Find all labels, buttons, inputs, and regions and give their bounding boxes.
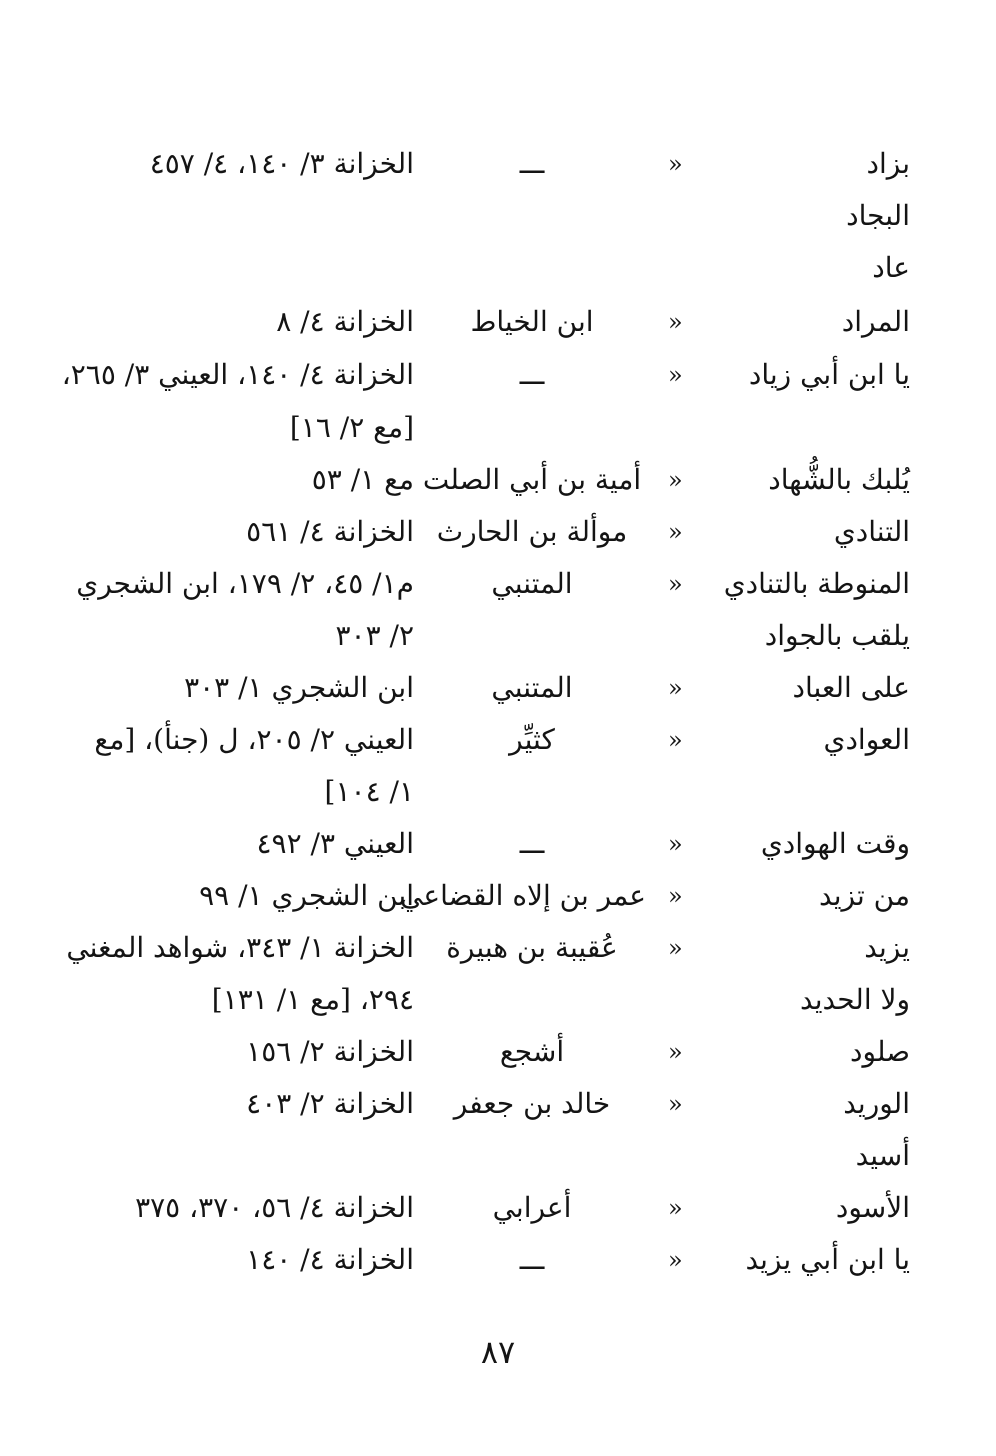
ditto-mark: « — [668, 1090, 683, 1118]
rhyme-word: يلقب بالجواد — [764, 619, 910, 652]
source-reference: الخزانة ٤/ ٨ — [276, 305, 414, 338]
table-row — [0, 974, 996, 1026]
rhyme-word: يا ابن أبي زياد — [748, 358, 910, 391]
table-row — [0, 1078, 996, 1130]
table-row — [0, 296, 996, 348]
table-row — [0, 506, 996, 558]
rhyme-word: المراد — [841, 305, 910, 338]
ditto-mark: « — [668, 466, 683, 494]
poet-name: ـــ — [519, 827, 545, 860]
source-reference: الخزانة ٤/ ١٤٠ — [246, 1243, 414, 1276]
ditto-mark: « — [668, 726, 683, 754]
source-reference: [مع ٢/ ١٦] — [289, 411, 414, 444]
table-row — [0, 870, 996, 922]
table-row — [0, 662, 996, 714]
table-row — [0, 610, 996, 662]
source-reference: ٢٩٤، [مع ١/ ١٣١] — [211, 983, 414, 1016]
rhyme-word: عاد — [872, 251, 910, 284]
table-row — [0, 818, 996, 870]
source-reference: مع ١/ ٥٣ — [311, 463, 414, 496]
source-reference: الخزانة ٢/ ١٥٦ — [246, 1035, 414, 1068]
ditto-mark: « — [668, 308, 683, 336]
ditto-mark: « — [668, 150, 683, 178]
poet-name: المتنبي — [491, 567, 573, 600]
poet-name: ـــ — [519, 1243, 545, 1276]
source-reference: العيني ٢/ ٢٠٥، ل (جنأ)، [مع — [94, 723, 414, 756]
poet-name: ابن الخياط — [470, 305, 594, 338]
poet-name: عمر بن إلاه القضاعي — [400, 879, 646, 912]
table-row — [0, 402, 996, 454]
poet-name: المتنبي — [491, 671, 573, 704]
poet-name: أمية بن أبي الصلت — [422, 463, 642, 496]
source-reference: الخزانة ٣/ ١٤٠، ٤/ ٤٥٧ — [149, 147, 414, 180]
poet-name: أعرابي — [492, 1191, 572, 1224]
ditto-mark: « — [668, 361, 683, 389]
poet-name: كثيِّر — [509, 723, 555, 756]
source-reference: ٢/ ٣٠٣ — [335, 619, 414, 652]
table-row — [0, 349, 996, 401]
rhyme-word: التنادي — [833, 515, 910, 548]
table-row — [0, 1130, 996, 1182]
ditto-mark: « — [668, 934, 683, 962]
table-row — [0, 1026, 996, 1078]
ditto-mark: « — [668, 1038, 683, 1066]
ditto-mark: « — [668, 830, 683, 858]
rhyme-word: الوريد — [843, 1087, 910, 1120]
ditto-mark: « — [668, 882, 683, 910]
poet-name: موألة بن الحارث — [436, 515, 628, 548]
ditto-mark: « — [668, 674, 683, 702]
rhyme-word: من تزيد — [819, 879, 910, 912]
rhyme-word: الأسود — [835, 1191, 910, 1224]
table-row — [0, 766, 996, 818]
poet-name: أشجع — [499, 1035, 565, 1068]
rhyme-word: بزاد — [866, 147, 910, 180]
source-reference: ابن الشجري ١/ ٩٩ — [199, 879, 414, 912]
source-reference: الخزانة ٤/ ١٤٠، العيني ٣/ ٢٦٥، — [61, 358, 414, 391]
rhyme-word: صلود — [850, 1035, 910, 1068]
page-number: ٨٧ — [480, 1333, 516, 1371]
source-reference: الخزانة ٤/ ٥٦١ — [246, 515, 414, 548]
rhyme-word: وقت الهوادي — [760, 827, 910, 860]
rhyme-word: يزيد — [864, 931, 910, 964]
table-row — [0, 138, 996, 190]
rhyme-word: ولا الحديد — [800, 983, 910, 1016]
ditto-mark: « — [668, 1194, 683, 1222]
poet-name: عُقيبة بن هبيرة — [446, 931, 618, 964]
rhyme-word: أسيد — [855, 1139, 910, 1172]
source-reference: م١/ ٤٥، ٢/ ١٧٩، ابن الشجري — [76, 567, 414, 600]
table-row — [0, 242, 996, 294]
table-row — [0, 714, 996, 766]
ditto-mark: « — [668, 570, 683, 598]
rhyme-word: المنوطة بالتنادي — [723, 567, 910, 600]
table-row — [0, 1234, 996, 1286]
table-row — [0, 558, 996, 610]
source-reference: الخزانة ١/ ٣٤٣، شواهد المغني — [66, 931, 414, 964]
source-reference: ابن الشجري ١/ ٣٠٣ — [184, 671, 414, 704]
table-row — [0, 922, 996, 974]
table-row — [0, 454, 996, 506]
ditto-mark: « — [668, 518, 683, 546]
table-row — [0, 1182, 996, 1234]
source-reference: ١/ ١٠٤] — [324, 775, 414, 808]
ditto-mark: « — [668, 1246, 683, 1274]
table-row — [0, 190, 996, 242]
rhyme-word: على العباد — [792, 671, 910, 704]
poet-name: ـــ — [519, 358, 545, 391]
poet-name: خالد بن جعفر — [453, 1087, 611, 1120]
rhyme-word: العوادي — [823, 723, 910, 756]
source-reference: العيني ٣/ ٤٩٢ — [256, 827, 414, 860]
poet-name: ـــ — [519, 147, 545, 180]
source-reference: الخزانة ٢/ ٤٠٣ — [246, 1087, 414, 1120]
source-reference: الخزانة ٤/ ٥٦، ٣٧٠، ٣٧٥ — [135, 1191, 414, 1224]
rhyme-word: البجاد — [846, 199, 910, 232]
rhyme-word: يا ابن أبي يزيد — [745, 1243, 910, 1276]
rhyme-word: يُلبك بالشُّهاد — [768, 463, 910, 496]
